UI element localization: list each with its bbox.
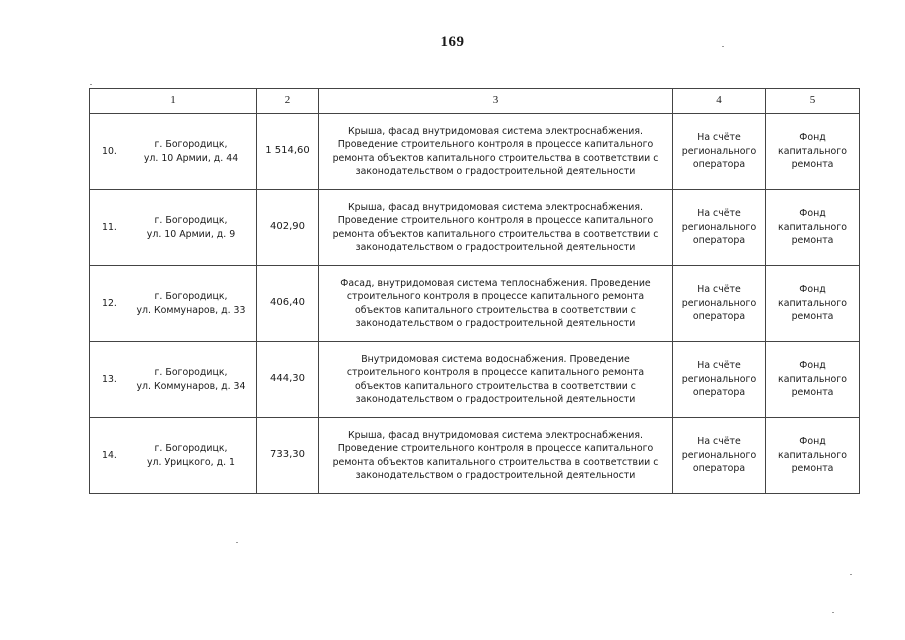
operator-cell: На счёте регионального оператора (673, 418, 766, 494)
fund-cell: Фонд капитального ремонта (766, 266, 860, 342)
table-row (90, 418, 860, 494)
work-description-cell: Фасад, внутридомовая система теплоснабжения. Проведение строительного контроля в процессе капитального ремонта объектов капитального строительства в соответствии с законодательством о градостроительной деятельности (319, 266, 673, 342)
area-cell: 733,30 (257, 418, 319, 494)
address-city: г. Богородицк, (154, 215, 228, 227)
page-number: 169 (440, 34, 465, 50)
operator-cell: На счёте регионального оператора (673, 190, 766, 266)
address-city: г. Богородицк, (154, 291, 228, 303)
address (130, 290, 256, 317)
operator-cell: На счёте регионального оператора (673, 266, 766, 342)
fund-cell: Фонд капитального ремонта (766, 342, 860, 418)
scan-speck (832, 612, 834, 613)
row-number: 10. (102, 145, 117, 157)
repair-plan-table (89, 88, 860, 494)
address-street: ул. 10 Армии, д. 44 (143, 152, 239, 164)
address-street: ул. 10 Армии, д. 9 (146, 228, 236, 240)
address-street: ул. Коммунаров, д. 33 (136, 304, 246, 316)
column-header-5: 5 (766, 89, 860, 114)
address (130, 366, 256, 393)
column-header-2: 2 (257, 89, 319, 114)
scan-speck (90, 84, 92, 85)
row-number: 11. (102, 221, 117, 233)
address-cell (90, 190, 257, 266)
work-description-cell: Внутридомовая система водоснабжения. Проведение строительного контроля в процессе капитального ремонта объектов капитального строительства в соответствии с законодательством о градостроительной деятельности (319, 342, 673, 418)
row-number: 14. (102, 449, 117, 461)
table-row (90, 266, 860, 342)
fund-cell: Фонд капитального ремонта (766, 418, 860, 494)
fund-cell: Фонд капитального ремонта (766, 114, 860, 190)
table-row (90, 190, 860, 266)
scan-speck (722, 46, 724, 47)
address (130, 442, 256, 469)
area-cell: 406,40 (257, 266, 319, 342)
area-cell: 444,30 (257, 342, 319, 418)
table-header-row (90, 89, 860, 114)
address (130, 214, 256, 241)
address-cell (90, 266, 257, 342)
address-city: г. Богородицк, (154, 139, 228, 151)
work-description-cell: Крыша, фасад внутридомовая система электроснабжения. Проведение строительного контроля в процессе капитального ремонта объектов капитального строительства в соответствии с законодательством о градостроительной деятельности (319, 190, 673, 266)
address-city: г. Богородицк, (154, 443, 228, 455)
operator-cell: На счёте регионального оператора (673, 342, 766, 418)
scan-speck (850, 574, 852, 575)
table-row (90, 342, 860, 418)
row-number: 12. (102, 297, 117, 309)
row-number: 13. (102, 373, 117, 385)
work-description-cell: Крыша, фасад внутридомовая система электроснабжения. Проведение строительного контроля в процессе капитального ремонта объектов капитального строительства в соответствии с законодательством о градостроительной деятельности (319, 418, 673, 494)
address-street: ул. Урицкого, д. 1 (146, 456, 236, 468)
column-header-3: 3 (319, 89, 673, 114)
address-cell (90, 418, 257, 494)
operator-cell: На счёте регионального оператора (673, 114, 766, 190)
address-street: ул. Коммунаров, д. 34 (136, 380, 246, 392)
table-row (90, 114, 860, 190)
fund-cell: Фонд капитального ремонта (766, 190, 860, 266)
work-description-cell: Крыша, фасад внутридомовая система электроснабжения. Проведение строительного контроля в процессе капитального ремонта объектов капитального строительства в соответствии с законодательством о градостроительной деятельности (319, 114, 673, 190)
area-cell: 402,90 (257, 190, 319, 266)
address (130, 138, 256, 165)
address-city: г. Богородицк, (154, 367, 228, 379)
address-cell (90, 114, 257, 190)
scan-speck (236, 542, 238, 543)
column-header-4: 4 (673, 89, 766, 114)
address-cell (90, 342, 257, 418)
area-cell: 1 514,60 (257, 114, 319, 190)
column-header-1: 1 (90, 89, 257, 114)
